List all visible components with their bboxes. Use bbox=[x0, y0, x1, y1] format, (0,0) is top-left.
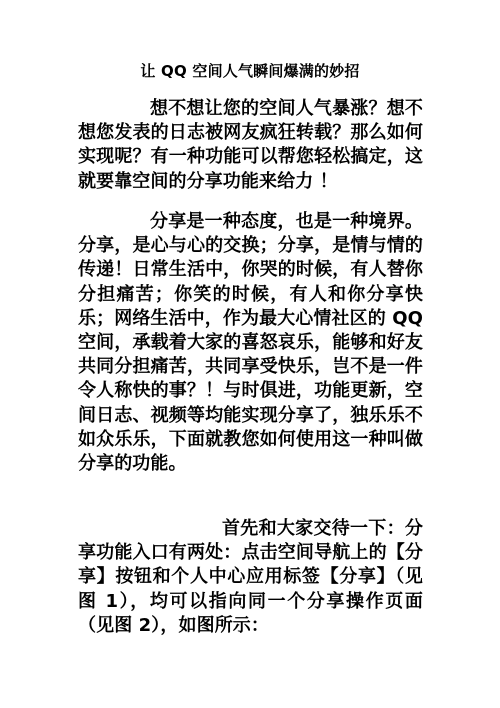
paragraph-sharing-meaning: 分享是一种态度，也是一种境界。分享，是心与心的交换；分享，是情与情的传递！日常生活中，你哭的时候，有人替你分担痛苦；你笑的时候，有人和你分享快乐；网络生活中，作为最大心情社区的 QQ 空间，承载着大家的喜怒哀乐，能够和好友共同分担痛苦，共同享受快乐，岂不是一件令人称快的事？！与时俱进，功能更新，空间日志、视频等均能实现分享了，独乐乐不如众乐乐，下面就教您如何使用这一种叫做分享的功能。 bbox=[78, 211, 423, 475]
document-title: 让 QQ 空间人气瞬间爆满的妙招 bbox=[140, 62, 360, 80]
paragraph-intro: 想不想让您的空间人气暴涨？想不想您发表的日志被网友疯狂转载？那么如何实现呢？有一种功能可以帮您轻松搞定，这就要靠空间的分享功能来给力 ！ bbox=[78, 98, 423, 192]
paragraph-entry-points: 首先和大家交待一下：分享功能入口有两处：点击空间导航上的【分享】按钮和个人中心应用标签【分享】（见图 1），均可以指向同一个分享操作页面（见图 2），如图所示： bbox=[78, 518, 423, 636]
